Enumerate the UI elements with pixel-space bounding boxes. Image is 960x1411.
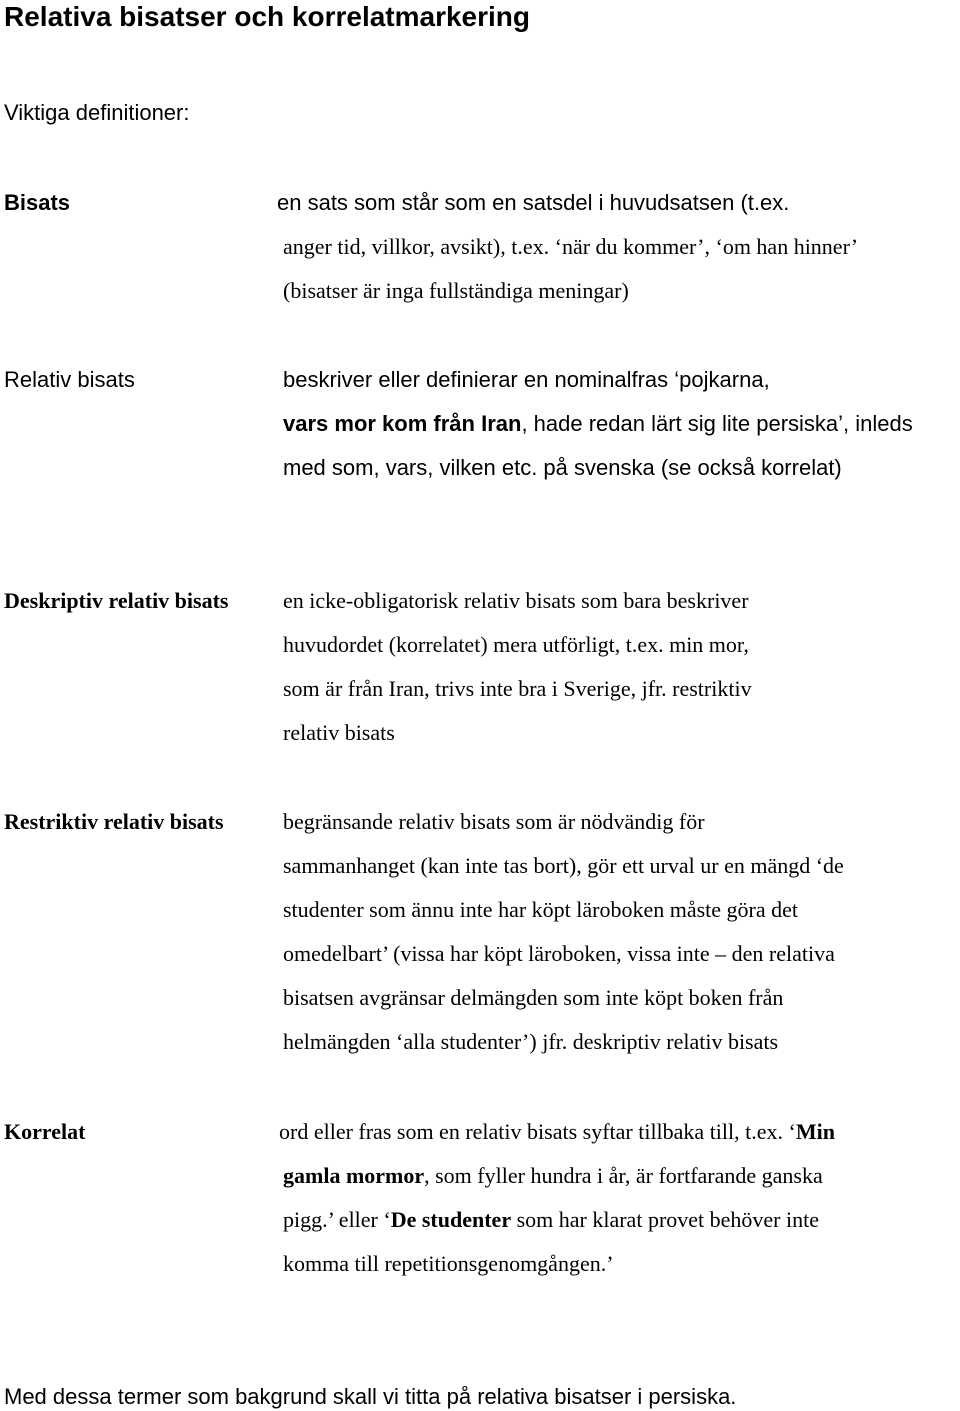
term-label: Relativ bisats [4, 367, 135, 392]
definition-line: med som, vars, vilken etc. på svenska (se också korrelat) [283, 455, 842, 480]
definition-line: som är från Iran, trivs inte bra i Sverige, jfr. restriktiv [283, 676, 752, 701]
example-bold-phrase: Min [795, 1119, 835, 1144]
closing-sentence: Med dessa termer som bakgrund skall vi titta på relativa bisatser i persiska. [4, 1384, 737, 1409]
term-label: Bisats [4, 190, 71, 215]
definition-line [283, 1206, 819, 1234]
definition-text: , som fyller hundra i år, är fortfarande ganska [424, 1163, 823, 1188]
definition-line: bisatsen avgränsar delmängden som inte köpt boken från [283, 985, 784, 1010]
definition-line [283, 410, 913, 438]
term-label: Restriktiv relativ bisats [4, 809, 224, 834]
definition-line: relativ bisats [283, 720, 395, 745]
definition-line: huvudordet (korrelatet) mera utförligt, t.ex. min mor, [283, 632, 749, 657]
definition-line: anger tid, villkor, avsikt), t.ex. ‘när du kommer’, ‘om han hinner’ [283, 234, 859, 259]
example-bold-phrase: De studenter [390, 1207, 512, 1232]
example-bold-phrase: vars mor kom från Iran [283, 411, 522, 436]
example-bold-phrase: gamla mormor [283, 1163, 425, 1188]
definition-line: komma till repetitionsgenomgången.’ [283, 1251, 614, 1276]
definition-text: , hade redan lärt sig lite persiska’, inleds [521, 411, 913, 436]
definition-line: en sats som står som en satsdel i huvudsatsen (t.ex. [277, 190, 790, 215]
definition-line: studenter som ännu inte har köpt läroboken måste göra det [283, 897, 799, 922]
definition-text: ord eller fras som en relativ bisats syftar tillbaka till, t.ex. ‘ [279, 1119, 796, 1144]
subtitle: Viktiga definitioner: [4, 100, 190, 125]
definition-text: pigg.’ eller ‘ [283, 1207, 391, 1232]
definition-line: (bisatser är inga fullständiga meningar) [283, 278, 629, 303]
definition-line: begränsande relativ bisats som är nödvändig för [283, 809, 705, 834]
definition-line: en icke-obligatorisk relativ bisats som bara beskriver [283, 588, 749, 613]
definition-line: sammanhanget (kan inte tas bort), gör ett urval ur en mängd ‘de [283, 853, 844, 878]
term-label: Korrelat [4, 1119, 86, 1144]
page-title: Relativa bisatser och korrelatmarkering [4, 1, 531, 32]
definition-line: beskriver eller definierar en nominalfras ‘pojkarna, [283, 367, 770, 392]
definition-line [279, 1118, 835, 1146]
definition-line [283, 1162, 823, 1190]
definition-line: omedelbart’ (vissa har köpt läroboken, vissa inte – den relativa [283, 941, 835, 966]
definition-text: som har klarat provet behöver inte [511, 1207, 819, 1232]
definition-line: helmängden ‘alla studenter’) jfr. deskriptiv relativ bisats [283, 1029, 779, 1054]
term-label: Deskriptiv relativ bisats [4, 588, 229, 613]
